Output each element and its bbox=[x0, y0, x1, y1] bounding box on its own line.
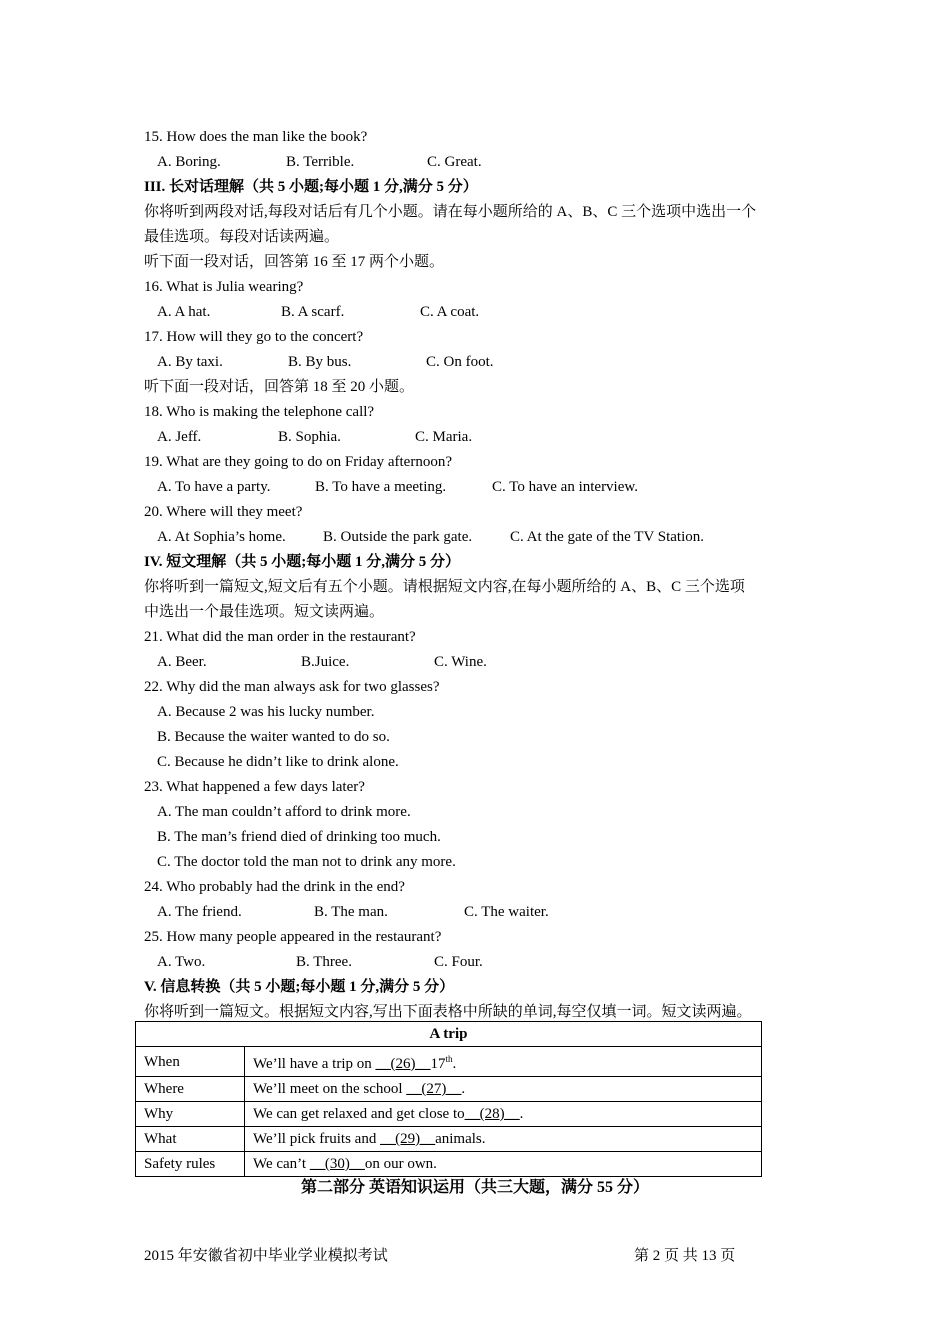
answer-option: B. Terrible. bbox=[286, 154, 355, 170]
option-row bbox=[144, 900, 814, 925]
question-text: 24. Who probably had the drink in the end? bbox=[144, 879, 405, 895]
answer-option: B. The man. bbox=[314, 904, 388, 920]
instruction-text: 最佳选项。每段对话读两遍。 bbox=[144, 229, 340, 245]
table-title: A trip bbox=[136, 1022, 762, 1047]
question-text: 23. What happened a few days later? bbox=[144, 779, 365, 795]
row-content bbox=[245, 1047, 762, 1077]
part2-heading: 第二部分 英语知识运用（共三大题，满分 55 分） bbox=[300, 1179, 649, 1196]
question-text: 21. What did the man order in the restaurant? bbox=[144, 629, 416, 645]
answer-option: C. To have an interview. bbox=[492, 479, 638, 495]
answer-option: C. Wine. bbox=[434, 654, 487, 670]
option-row bbox=[144, 825, 814, 850]
option-row bbox=[144, 150, 814, 175]
question-text: 20. Where will they meet? bbox=[144, 504, 303, 520]
footer-exam-title: 2015 年安徽省初中毕业学业模拟考试 bbox=[144, 1248, 388, 1264]
answer-option: A. Because 2 was his lucky number. bbox=[157, 704, 375, 720]
option-row bbox=[144, 425, 814, 450]
answer-option: A. At Sophia’s home. bbox=[157, 529, 286, 545]
exam-content bbox=[144, 125, 814, 1025]
option-row bbox=[144, 650, 814, 675]
trip-table bbox=[135, 1021, 762, 1177]
table-row bbox=[136, 1152, 762, 1177]
answer-option: B. Sophia. bbox=[278, 429, 341, 445]
option-row bbox=[144, 300, 814, 325]
row-text: We’ll meet on the school bbox=[253, 1081, 407, 1097]
question-text: 22. Why did the man always ask for two glasses? bbox=[144, 679, 440, 695]
answer-option: B. By bus. bbox=[288, 354, 352, 370]
answer-option: A. By taxi. bbox=[157, 354, 223, 370]
row-content bbox=[245, 1102, 762, 1127]
answer-option: B. Because the waiter wanted to do so. bbox=[157, 729, 390, 745]
answer-option: C. The waiter. bbox=[464, 904, 549, 920]
answer-option: A. To have a party. bbox=[157, 479, 271, 495]
answer-blank: __(27)__ bbox=[406, 1081, 462, 1097]
question-text: 17. How will they go to the concert? bbox=[144, 329, 364, 345]
instruction-text: 你将听到一篇短文,短文后有五个小题。请根据短文内容,在每小题所给的 A、B、C 三个选项 bbox=[144, 579, 745, 595]
row-text: We can’t bbox=[253, 1156, 310, 1172]
row-text: We’ll have a trip on bbox=[253, 1056, 376, 1072]
row-text: on our own. bbox=[364, 1156, 437, 1172]
answer-option: C. Four. bbox=[434, 954, 483, 970]
instruction-text: 中选出一个最佳选项。短文读两遍。 bbox=[144, 604, 385, 620]
answer-blank: __(30)__ bbox=[309, 1156, 365, 1172]
row-label: Where bbox=[136, 1077, 245, 1102]
option-row bbox=[144, 725, 814, 750]
row-text: animals. bbox=[435, 1131, 486, 1147]
table-row bbox=[136, 1047, 762, 1077]
table-row bbox=[136, 1077, 762, 1102]
question-text: 18. Who is making the telephone call? bbox=[144, 404, 375, 420]
answer-option: B. Three. bbox=[296, 954, 352, 970]
row-label: What bbox=[136, 1127, 245, 1152]
answer-blank: __(26)__ bbox=[375, 1056, 431, 1072]
answer-option: C. Because he didn’t like to drink alone. bbox=[157, 754, 399, 770]
answer-option: B. To have a meeting. bbox=[315, 479, 447, 495]
section-heading: IV. 短文理解（共 5 小题;每小题 1 分,满分 5 分） bbox=[144, 554, 460, 570]
question-text: 15. How does the man like the book? bbox=[144, 129, 368, 145]
table-row bbox=[136, 1102, 762, 1127]
instruction-text: 你将听到一篇短文。根据短文内容,写出下面表格中所缺的单词,每空仅填一词。短文读两遍。 bbox=[144, 1004, 752, 1020]
answer-option: C. At the gate of the TV Station. bbox=[510, 529, 705, 545]
answer-option: C. The doctor told the man not to drink any more. bbox=[157, 854, 456, 870]
answer-option: A. Boring. bbox=[157, 154, 221, 170]
row-content bbox=[245, 1127, 762, 1152]
answer-option: C. On foot. bbox=[426, 354, 494, 370]
table-title-row bbox=[136, 1022, 762, 1047]
answer-option: B. A scarf. bbox=[281, 304, 345, 320]
row-text: . bbox=[519, 1106, 524, 1122]
answer-option: B. Outside the park gate. bbox=[323, 529, 473, 545]
option-row bbox=[144, 475, 814, 500]
ordinal-suffix: th bbox=[445, 1054, 453, 1064]
instruction-text: 你将听到两段对话,每段对话后有几个小题。请在每小题所给的 A、B、C 三个选项中选出一个 bbox=[144, 204, 757, 220]
row-label: Why bbox=[136, 1102, 245, 1127]
answer-option: B.Juice. bbox=[301, 654, 350, 670]
row-label: Safety rules bbox=[136, 1152, 245, 1177]
question-text: 19. What are they going to do on Friday afternoon? bbox=[144, 454, 452, 470]
answer-option: C. Maria. bbox=[415, 429, 473, 445]
section-heading: III. 长对话理解（共 5 小题;每小题 1 分,满分 5 分） bbox=[144, 179, 478, 195]
row-label: When bbox=[136, 1047, 245, 1077]
option-row bbox=[144, 950, 814, 975]
answer-option: B. The man’s friend died of drinking too much. bbox=[157, 829, 441, 845]
answer-option: A. A hat. bbox=[157, 304, 211, 320]
answer-blank: __(28)__ bbox=[464, 1106, 520, 1122]
answer-option: A. Beer. bbox=[157, 654, 207, 670]
row-text: We’ll pick fruits and bbox=[253, 1131, 381, 1147]
answer-blank: __(29)__ bbox=[380, 1131, 436, 1147]
option-row bbox=[144, 800, 814, 825]
answer-option: C. Great. bbox=[427, 154, 482, 170]
row-text: We can get relaxed and get close to bbox=[253, 1106, 465, 1122]
answer-option: A. Two. bbox=[157, 954, 206, 970]
answer-option: A. The friend. bbox=[157, 904, 242, 920]
row-content bbox=[245, 1077, 762, 1102]
section-heading: V. 信息转换（共 5 小题;每小题 1 分,满分 5 分） bbox=[144, 979, 455, 995]
row-text: . bbox=[461, 1081, 466, 1097]
instruction-text: 听下面一段对话，回答第 18 至 20 小题。 bbox=[144, 379, 415, 395]
answer-option: C. A coat. bbox=[420, 304, 480, 320]
answer-option: A. The man couldn’t afford to drink more. bbox=[157, 804, 411, 820]
question-text: 16. What is Julia wearing? bbox=[144, 279, 304, 295]
row-text: . bbox=[452, 1056, 457, 1072]
table-row bbox=[136, 1127, 762, 1152]
footer-page-number: 第 2 页 共 13 页 bbox=[634, 1248, 736, 1264]
option-row bbox=[144, 700, 814, 725]
option-row bbox=[144, 350, 814, 375]
option-row bbox=[144, 525, 814, 550]
answer-option: A. Jeff. bbox=[157, 429, 202, 445]
row-text: 17 bbox=[430, 1056, 446, 1072]
instruction-text: 听下面一段对话，回答第 16 至 17 两个小题。 bbox=[144, 254, 445, 270]
question-text: 25. How many people appeared in the restaurant? bbox=[144, 929, 442, 945]
option-row bbox=[144, 850, 814, 875]
option-row bbox=[144, 750, 814, 775]
row-content bbox=[245, 1152, 762, 1177]
